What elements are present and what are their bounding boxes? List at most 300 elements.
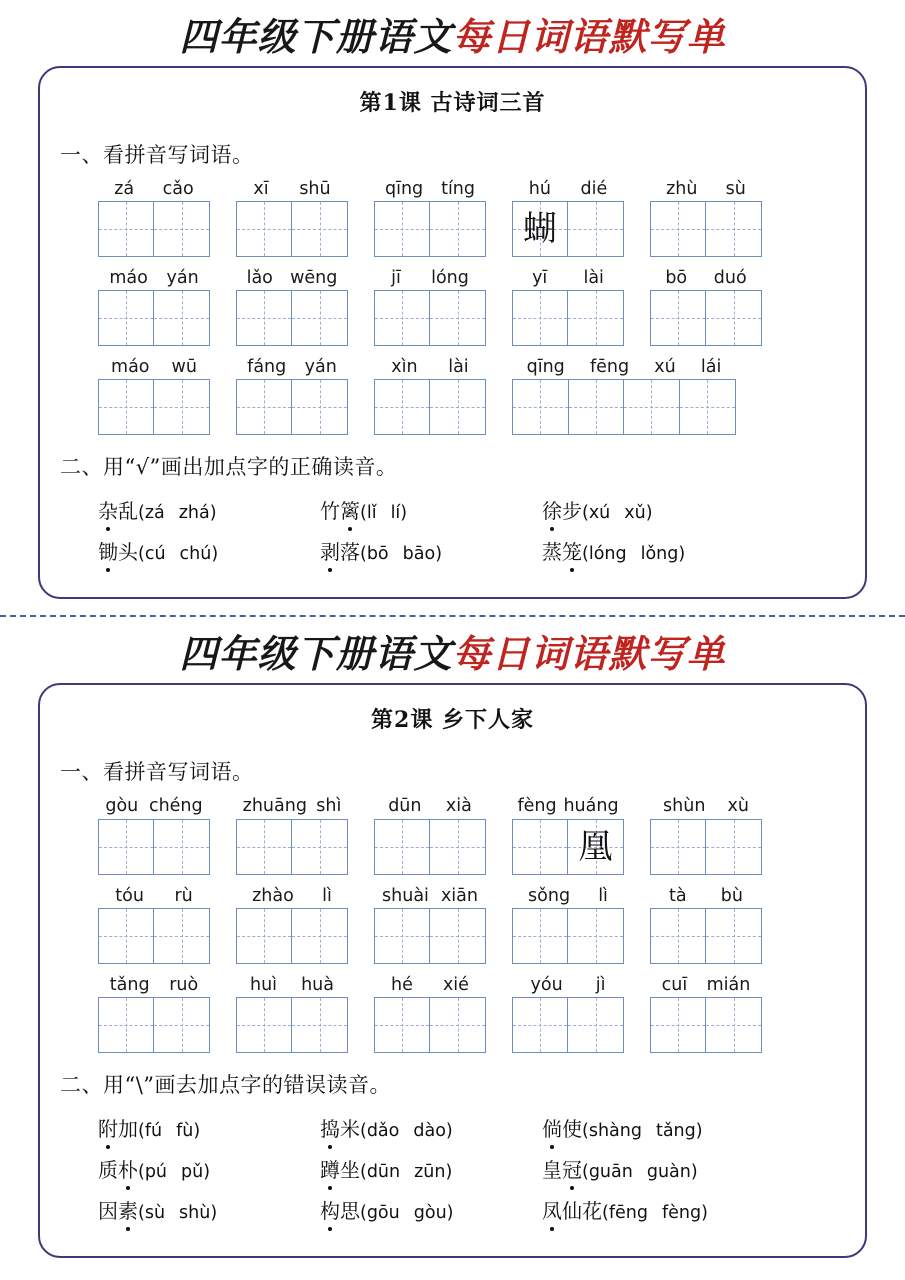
tianzige-box[interactable] (98, 819, 210, 875)
word-grid-item (98, 179, 210, 257)
tone-choice-item[interactable] (98, 536, 320, 565)
tianzige-box[interactable] (98, 201, 210, 257)
tianzige-cell[interactable] (680, 380, 736, 434)
tone-choice-row (98, 495, 859, 524)
tianzige-cell[interactable] (430, 820, 485, 874)
word-grid-item (650, 975, 762, 1053)
tone-choice-item[interactable] (320, 1195, 542, 1224)
word-grid-item (650, 179, 762, 257)
tone-choice-item[interactable] (320, 1113, 542, 1142)
tianzige-cell[interactable] (568, 202, 623, 256)
tone-choice-row (98, 1154, 859, 1183)
choice-word-suffix: 坐 (340, 1157, 360, 1182)
tianzige-cell[interactable] (292, 380, 347, 434)
tianzige-cell[interactable] (568, 909, 623, 963)
tone-choice-block (46, 1113, 859, 1224)
tone-choice-item[interactable] (98, 495, 320, 524)
tianzige-box[interactable] (650, 908, 762, 964)
choice-option-b[interactable]: tǎng (655, 1120, 696, 1141)
tianzige-cell[interactable] (430, 380, 485, 434)
tianzige-cell[interactable] (237, 380, 292, 434)
word-grid-item (236, 179, 348, 257)
choice-option-a[interactable]: cú (144, 544, 166, 565)
tianzige-box[interactable] (236, 201, 348, 257)
word-grid-item (374, 886, 486, 964)
choice-option-a[interactable]: gōu (366, 1202, 400, 1223)
choice-option-a[interactable]: fēng (608, 1202, 648, 1223)
pinyin-label (236, 268, 348, 288)
choice-options: (guān guàn) (582, 1161, 698, 1182)
pinyin-syllable: lài (583, 268, 604, 289)
pinyin-label (98, 975, 210, 995)
pinyin-syllable: huáng (563, 796, 619, 817)
pinyin-syllable: tóu (115, 885, 144, 906)
choice-dotted-character: 朴 (118, 1154, 138, 1183)
banner-title-red: 每日词语默写单 (452, 631, 726, 677)
exercise-1-heading: 一、看拼音写词语。 (60, 760, 254, 785)
pinyin-label (98, 268, 210, 288)
word-grid-item (512, 975, 624, 1053)
tone-choice-item[interactable] (542, 1113, 703, 1142)
pinyin-label (98, 179, 210, 199)
tone-choice-item[interactable] (320, 495, 542, 524)
pinyin-syllable: dié (580, 179, 608, 199)
tianzige-cell[interactable] (706, 291, 761, 345)
choice-options: (dǎo dào) (360, 1120, 453, 1141)
tianzige-cell[interactable] (237, 820, 292, 874)
choice-option-a[interactable]: dǎo (366, 1120, 400, 1141)
tone-choice-item[interactable] (98, 1113, 320, 1142)
pinyin-label (650, 268, 762, 288)
choice-option-b[interactable]: lí (390, 503, 401, 524)
choice-dotted-character: 徐 (542, 495, 562, 524)
word-grid-item (374, 357, 486, 435)
pinyin-syllable: fáng (247, 357, 287, 378)
choice-option-a[interactable]: xú (588, 503, 611, 524)
worksheet-page (0, 617, 905, 1257)
pinyin-syllable: jī (391, 268, 401, 289)
word-grid-item (236, 975, 348, 1053)
pinyin-label (236, 179, 348, 199)
pinyin-syllable: sǒng (528, 885, 571, 906)
choice-options: (gōu gòu) (360, 1202, 454, 1223)
tianzige-cell[interactable] (154, 998, 209, 1052)
tianzige-cell[interactable] (651, 820, 706, 874)
tianzige-cell[interactable] (375, 820, 430, 874)
word-grid-item (98, 268, 210, 346)
tianzige-box[interactable] (512, 290, 624, 346)
tianzige-cell[interactable] (99, 909, 154, 963)
pinyin-syllable: hé (391, 974, 413, 995)
choice-option-b[interactable]: zhá (178, 503, 210, 524)
choice-options: (lǐ lí) (360, 503, 408, 524)
tianzige-box[interactable] (650, 997, 762, 1053)
prefilled-character: 凰 (578, 826, 613, 867)
tianzige-cell[interactable] (99, 820, 154, 874)
tianzige-cell[interactable] (513, 380, 569, 434)
pinyin-syllable: dūn (388, 796, 422, 817)
choice-word-suffix: 乱 (118, 499, 138, 524)
pinyin-syllable: qīng (526, 357, 565, 378)
word-grid-item (236, 268, 348, 346)
tianzige-cell[interactable] (292, 909, 347, 963)
choice-option-a[interactable]: zá (144, 503, 165, 524)
pinyin-syllable: xù (727, 796, 749, 817)
choice-word-suffix: 落 (340, 540, 360, 565)
pinyin-label (374, 179, 486, 199)
word-grid-item (236, 357, 348, 435)
pinyin-syllable: mián (706, 974, 751, 995)
tianzige-cell[interactable] (154, 820, 209, 874)
tianzige-cell[interactable] (513, 202, 568, 256)
tianzige-cell[interactable] (292, 820, 347, 874)
pinyin-syllable: zhào (252, 885, 294, 906)
choice-word-suffix: 米 (340, 1116, 360, 1141)
choice-dotted-character: 笼 (562, 536, 582, 565)
choice-dotted-character: 蹲 (320, 1154, 340, 1183)
tianzige-cell[interactable] (651, 909, 706, 963)
tone-choice-item[interactable] (98, 1154, 320, 1183)
choice-options: (lóng lǒng) (582, 544, 686, 565)
tianzige-cell[interactable] (292, 291, 347, 345)
exercise-2-heading: 二、用“√”画出加点字的正确读音。 (60, 455, 398, 480)
worksheet-banner (0, 0, 905, 66)
pinyin-label (374, 268, 486, 288)
pinyin-syllable: lài (448, 357, 469, 378)
tianzige-cell[interactable] (99, 202, 154, 256)
tianzige-cell[interactable] (154, 202, 209, 256)
pinyin-syllable: zhuāng (242, 796, 307, 817)
pinyin-syllable: gòu (105, 796, 139, 817)
tianzige-box[interactable] (98, 997, 210, 1053)
tianzige-cell[interactable] (237, 998, 292, 1052)
word-grid-row (46, 886, 859, 964)
tianzige-box[interactable] (512, 997, 624, 1053)
tianzige-box[interactable] (374, 201, 486, 257)
tone-choice-row (98, 1195, 859, 1224)
choice-option-b[interactable]: bāo (402, 544, 436, 565)
tianzige-box[interactable] (512, 379, 736, 435)
banner-title-black: 四年级下册语文 (179, 14, 453, 59)
tianzige-cell[interactable] (569, 380, 625, 434)
choice-dotted-character: 杂 (98, 495, 118, 524)
tianzige-cell[interactable] (706, 202, 761, 256)
pinyin-label (650, 796, 762, 816)
choice-dotted-character: 篱 (340, 495, 360, 524)
pinyin-syllable: tíng (441, 179, 476, 199)
choice-option-a[interactable]: guān (588, 1161, 633, 1182)
pinyin-syllable: hú (528, 179, 551, 199)
tianzige-cell[interactable] (99, 998, 154, 1052)
tianzige-cell[interactable] (237, 291, 292, 345)
choice-option-b[interactable]: dào (413, 1120, 446, 1141)
pinyin-label (236, 975, 348, 995)
pinyin-syllable: shùn (663, 796, 706, 817)
choice-dotted-character: 凤 (542, 1195, 562, 1224)
tianzige-box[interactable] (236, 290, 348, 346)
tianzige-cell[interactable] (651, 998, 706, 1052)
tianzige-box[interactable] (512, 908, 624, 964)
choice-option-a[interactable]: fú (144, 1120, 163, 1141)
pinyin-syllable: qīng (384, 179, 424, 199)
tianzige-cell[interactable] (375, 202, 430, 256)
tianzige-cell[interactable] (430, 202, 485, 256)
worksheet-banner (0, 617, 905, 683)
tianzige-cell[interactable] (624, 380, 680, 434)
choice-option-b[interactable]: chú (179, 544, 212, 565)
tone-choice-item[interactable] (98, 1195, 320, 1224)
pinyin-syllable: máo (109, 268, 148, 289)
pinyin-syllable: jì (595, 974, 606, 995)
pinyin-label (374, 975, 486, 995)
choice-option-b[interactable]: shù (179, 1202, 211, 1223)
tianzige-cell[interactable] (375, 380, 430, 434)
word-grid-item (650, 886, 762, 964)
pinyin-syllable: lǎo (246, 268, 273, 289)
word-grid-item (98, 796, 210, 874)
pinyin-syllable: huà (301, 974, 334, 995)
word-grid-item (98, 357, 210, 435)
tianzige-box[interactable] (374, 908, 486, 964)
word-grid-item (512, 268, 624, 346)
word-grid-item (98, 975, 210, 1053)
tianzige-cell[interactable] (292, 998, 347, 1052)
tianzige-cell[interactable] (154, 291, 209, 345)
tianzige-cell[interactable] (375, 998, 430, 1052)
choice-option-a[interactable]: shàng (588, 1120, 642, 1141)
pinyin-label (512, 357, 736, 377)
tianzige-cell[interactable] (568, 998, 623, 1052)
pinyin-syllable: sù (725, 179, 746, 199)
exercise-1-heading: 一、看拼音写词语。 (60, 143, 254, 167)
tianzige-box[interactable] (650, 201, 762, 257)
tianzige-box[interactable] (236, 379, 348, 435)
word-grid-item (650, 268, 762, 346)
pinyin-syllable: zhù (666, 179, 698, 199)
pinyin-syllable: shì (316, 796, 342, 817)
word-grid-item (374, 268, 486, 346)
word-grid-item (374, 796, 486, 874)
choice-dotted-character: 素 (118, 1195, 138, 1224)
pinyin-syllable: wū (171, 357, 197, 378)
pinyin-label (650, 886, 762, 906)
tianzige-cell[interactable] (706, 820, 761, 874)
tianzige-box[interactable] (374, 819, 486, 875)
pinyin-label (512, 796, 624, 816)
tianzige-cell[interactable] (513, 291, 568, 345)
pinyin-label (374, 886, 486, 906)
choice-word-prefix: 竹 (320, 499, 340, 524)
pinyin-syllable: xī (253, 179, 269, 199)
tianzige-cell[interactable] (154, 909, 209, 963)
choice-options: (zá zhá) (138, 503, 217, 524)
tone-choice-item[interactable] (320, 1154, 542, 1183)
pinyin-syllable: wēng (290, 268, 338, 289)
pinyin-syllable: tǎng (109, 974, 150, 995)
pinyin-label (98, 886, 210, 906)
pinyin-syllable: yán (304, 357, 337, 378)
choice-word-suffix: 仙花 (562, 1198, 602, 1223)
pinyin-syllable: bù (720, 885, 743, 906)
pinyin-syllable: lái (700, 357, 722, 378)
tianzige-cell[interactable] (430, 998, 485, 1052)
tianzige-box[interactable] (236, 819, 348, 875)
choice-option-b[interactable]: xǔ (624, 503, 646, 524)
tianzige-box[interactable] (650, 290, 762, 346)
pinyin-label (374, 796, 486, 816)
choice-word-prefix: 蒸 (542, 540, 562, 565)
word-grid-item (512, 357, 736, 435)
tianzige-cell[interactable] (292, 202, 347, 256)
tianzige-cell[interactable] (568, 291, 623, 345)
pinyin-syllable: fèng (517, 796, 557, 817)
choice-options: (pú pǔ) (138, 1161, 211, 1182)
choice-options: (shàng tǎng) (582, 1120, 703, 1141)
pinyin-label (374, 357, 486, 377)
tianzige-cell[interactable] (513, 998, 568, 1052)
tianzige-box[interactable] (374, 997, 486, 1053)
pinyin-label (512, 975, 624, 995)
choice-option-b[interactable]: pǔ (181, 1161, 204, 1182)
pinyin-label (512, 886, 624, 906)
tianzige-cell[interactable] (651, 291, 706, 345)
banner-title-red: 每日词语默写单 (452, 14, 726, 59)
pinyin-syllable: yī (532, 268, 548, 289)
choice-options: (xú xǔ) (582, 503, 653, 524)
choice-option-b[interactable]: fèng (661, 1202, 702, 1223)
choice-option-b[interactable]: lǒng (640, 544, 679, 565)
tone-choice-item[interactable] (542, 536, 685, 565)
tone-choice-row (98, 1113, 859, 1142)
tianzige-box[interactable] (512, 201, 624, 257)
lesson-title: 第2课 乡下人家 (371, 707, 534, 734)
tianzige-cell[interactable] (430, 909, 485, 963)
choice-dotted-character: 锄 (98, 536, 118, 565)
lesson-card (38, 66, 867, 599)
tianzige-cell[interactable] (706, 909, 761, 963)
choice-option-b[interactable]: gòu (413, 1202, 447, 1223)
pinyin-syllable: huì (250, 974, 278, 995)
lesson-card (38, 683, 867, 1257)
banner-title-black: 四年级下册语文 (179, 631, 453, 677)
tianzige-box[interactable] (98, 908, 210, 964)
choice-option-b[interactable]: zūn (414, 1161, 446, 1182)
choice-option-a[interactable]: dūn (366, 1161, 401, 1182)
choice-option-b[interactable]: fù (176, 1120, 194, 1141)
pinyin-syllable: tà (669, 885, 687, 906)
tianzige-box[interactable] (374, 379, 486, 435)
word-grid-item (512, 796, 624, 874)
tone-choice-item[interactable] (542, 1195, 708, 1224)
pinyin-label (236, 796, 348, 816)
tone-choice-item[interactable] (320, 536, 542, 565)
tianzige-box[interactable] (98, 290, 210, 346)
pinyin-syllable: cuī (661, 974, 688, 995)
choice-dotted-character: 剥 (320, 536, 340, 565)
pinyin-label (650, 975, 762, 995)
tianzige-cell[interactable] (651, 202, 706, 256)
word-grid-row (46, 179, 859, 257)
tianzige-box[interactable] (98, 379, 210, 435)
choice-option-a[interactable]: pú (144, 1161, 168, 1182)
word-grid-item (650, 796, 762, 874)
word-grid-item (374, 975, 486, 1053)
pinyin-syllable: xié (442, 974, 469, 995)
tianzige-box[interactable] (650, 819, 762, 875)
worksheet-page (0, 0, 905, 599)
choice-word-suffix: 加 (118, 1116, 138, 1141)
pinyin-label (236, 886, 348, 906)
choice-dotted-character: 附 (98, 1113, 118, 1142)
tianzige-cell[interactable] (375, 291, 430, 345)
choice-option-a[interactable]: bō (366, 544, 389, 565)
tianzige-cell[interactable] (568, 820, 623, 874)
choice-dotted-character: 冠 (562, 1154, 582, 1183)
word-grid-row (46, 357, 859, 435)
word-grid-item (374, 179, 486, 257)
tianzige-box[interactable] (236, 908, 348, 964)
pinyin-syllable: xiān (440, 885, 478, 906)
pinyin-syllable: máo (111, 357, 150, 378)
pinyin-syllable: lì (598, 885, 608, 906)
word-grid-item (512, 179, 624, 257)
pinyin-syllable: xià (445, 796, 472, 817)
pinyin-syllable: rù (174, 885, 193, 906)
pinyin-label (98, 357, 210, 377)
lesson-title: 第1课 古诗词三首 (359, 90, 546, 116)
pinyin-syllable: yóu (530, 974, 563, 995)
tianzige-box[interactable] (374, 290, 486, 346)
pinyin-label (98, 796, 210, 816)
word-grid-item (236, 796, 348, 874)
tianzige-cell[interactable] (154, 380, 209, 434)
pinyin-syllable: lóng (431, 268, 469, 289)
choice-word-prefix: 质 (98, 1157, 118, 1182)
word-grid-row (46, 975, 859, 1053)
choice-dotted-character: 构 (320, 1195, 340, 1224)
tone-choice-item[interactable] (542, 495, 653, 524)
tianzige-box[interactable] (512, 819, 624, 875)
choice-options: (fēng fèng) (602, 1202, 708, 1223)
tianzige-cell[interactable] (513, 820, 568, 874)
choice-option-a[interactable]: lǐ (366, 503, 377, 524)
tone-choice-row (98, 536, 859, 565)
pinyin-syllable: fēng (589, 357, 630, 378)
choice-options: (dūn zūn) (360, 1161, 453, 1182)
choice-option-a[interactable]: lóng (588, 544, 627, 565)
choice-word-suffix: 思 (340, 1198, 360, 1223)
tianzige-cell[interactable] (375, 909, 430, 963)
word-grid-item (512, 886, 624, 964)
pinyin-label (512, 179, 624, 199)
choice-word-suffix: 步 (562, 499, 582, 524)
choice-dotted-character: 捣 (320, 1113, 340, 1142)
tianzige-cell[interactable] (99, 380, 154, 434)
tone-choice-item[interactable] (542, 1154, 698, 1183)
pinyin-label (512, 268, 624, 288)
tianzige-cell[interactable] (237, 202, 292, 256)
tianzige-cell[interactable] (430, 291, 485, 345)
choice-dotted-character: 倘 (542, 1113, 562, 1142)
tianzige-cell[interactable] (237, 909, 292, 963)
tianzige-cell[interactable] (513, 909, 568, 963)
tianzige-cell[interactable] (99, 291, 154, 345)
choice-option-b[interactable]: guàn (646, 1161, 691, 1182)
tianzige-box[interactable] (236, 997, 348, 1053)
choice-word-suffix: 使 (562, 1116, 582, 1141)
choice-option-a[interactable]: sù (144, 1202, 166, 1223)
tianzige-cell[interactable] (706, 998, 761, 1052)
